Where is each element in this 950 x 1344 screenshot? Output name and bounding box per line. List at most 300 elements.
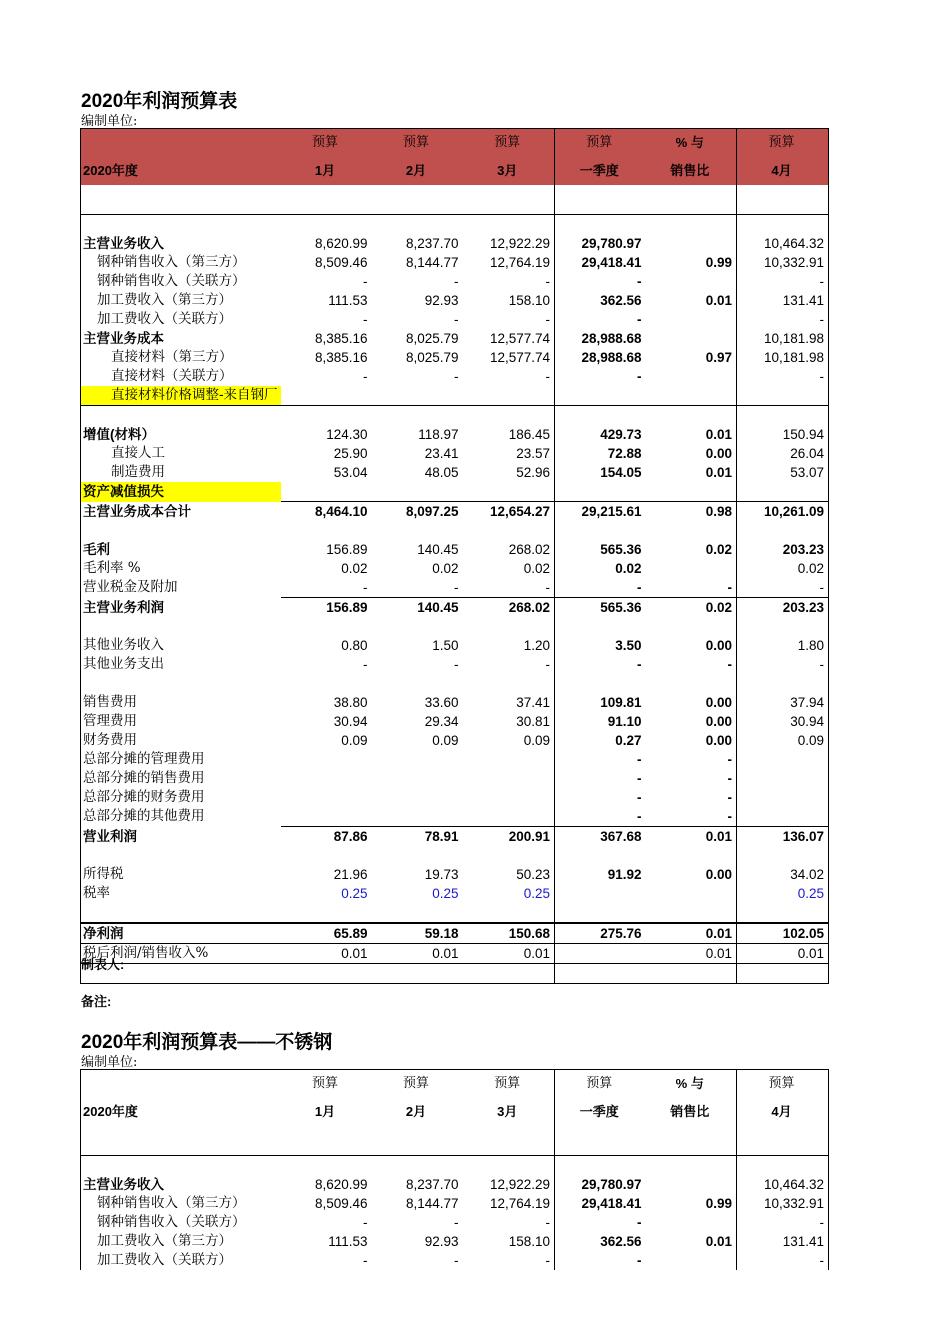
- table-row: [81, 425, 829, 444]
- header-col-5-bottom: 4月: [737, 1098, 829, 1126]
- header-col-1-bottom: 2月: [372, 157, 463, 185]
- row-value-col-6: 136.07: [737, 827, 829, 847]
- row-label: 主营业务成本: [81, 329, 281, 348]
- table-row: [81, 1232, 829, 1251]
- fiscal-year-label: 2020年度: [81, 157, 281, 185]
- row-label: 其他业务支出: [81, 655, 281, 674]
- row-value-col-1: 124.30: [326, 427, 368, 442]
- row-label: 主营业务收入: [81, 234, 281, 253]
- row-value-col-2: 8,025.79: [405, 331, 459, 346]
- row-value-col-3: 12,577.74: [489, 350, 550, 365]
- header-col-4-bottom: 销售比: [670, 1104, 710, 1119]
- row-value-col-1: 111.53: [328, 1234, 368, 1249]
- row-label: 钢种销售收入（第三方）: [81, 253, 281, 272]
- row-value-col-2: 92.93: [424, 293, 459, 308]
- header-row-1: [81, 129, 829, 158]
- row-value-col-1: 87.86: [281, 827, 372, 847]
- table-row: [81, 329, 829, 348]
- row-value-col-6: 131.41: [737, 1232, 829, 1251]
- header-row-2: [81, 1098, 829, 1126]
- row-value-col-6: -: [737, 272, 829, 291]
- row-value-col-5: [646, 482, 737, 502]
- row-value-col-3: 0.01: [463, 944, 555, 964]
- row-label: 直接材料（关联方）: [81, 367, 281, 386]
- row-value-col-3: -: [545, 369, 550, 384]
- row-value-col-4: -: [555, 1251, 646, 1270]
- row-value-col-3: -: [545, 312, 550, 327]
- row-value-col-6: 53.07: [737, 463, 829, 482]
- row-value-col-5: [646, 559, 737, 578]
- row-value-col-6: 10,332.91: [737, 1194, 829, 1213]
- page-title: 2020年利润预算表: [81, 91, 238, 112]
- row-label: 税率: [81, 884, 281, 903]
- row-value-col-3: 0.25: [523, 886, 550, 901]
- row-value-col-4: [555, 482, 646, 502]
- row-value-col-1: 0.25: [341, 886, 368, 901]
- row-value-col-3: -: [545, 580, 550, 595]
- row-value-col-1: -: [363, 274, 368, 289]
- row-value-col-4: [555, 944, 646, 964]
- row-value-col-3: 12,922.29: [489, 1177, 550, 1192]
- table-row: [81, 807, 829, 827]
- row-value-col-2: [372, 750, 463, 769]
- row-value-col-5: 0.00: [705, 867, 732, 882]
- row-value-col-2: 0.25: [432, 886, 459, 901]
- row-value-col-4: 109.81: [555, 693, 646, 712]
- table-row: [81, 693, 829, 712]
- profit-budget-table: [80, 128, 829, 984]
- row-value-col-3: 200.91: [463, 827, 555, 847]
- row-value-col-4: 29,215.61: [555, 502, 646, 522]
- row-label: 营业利润: [81, 827, 281, 847]
- row-value-col-4: 72.88: [555, 444, 646, 463]
- row-value-col-5: 0.01: [705, 293, 732, 308]
- header-spacer: [81, 1126, 829, 1156]
- row-value-col-4: 565.36: [555, 540, 646, 559]
- row-value-col-2: 0.09: [432, 733, 459, 748]
- row-value-col-1: 0.01: [281, 944, 372, 964]
- spacer-row: [81, 215, 829, 235]
- row-value-col-4: -: [555, 272, 646, 291]
- table-row: [81, 482, 829, 502]
- header-col-1-top: 预算: [372, 1070, 463, 1099]
- row-value-col-6: -: [737, 1213, 829, 1232]
- row-value-col-5: -: [727, 657, 732, 672]
- table-row: [81, 923, 829, 944]
- header-col-2-bottom: 3月: [497, 1104, 518, 1119]
- row-value-col-2: 23.41: [424, 446, 459, 461]
- row-label: 直接材料（第三方）: [81, 348, 281, 367]
- row-value-col-2: 78.91: [372, 827, 463, 847]
- row-value-col-3: 1.20: [523, 638, 550, 653]
- row-value-col-2: [372, 482, 463, 502]
- row-value-col-6: 10,261.09: [737, 502, 829, 522]
- row-value-col-2: [372, 769, 463, 788]
- row-value-col-5: 0.01: [705, 1234, 732, 1249]
- row-value-col-2: -: [454, 657, 459, 672]
- row-value-col-2: 8,097.25: [372, 502, 463, 522]
- row-value-col-4: 367.68: [555, 827, 646, 847]
- row-value-col-2: 59.18: [372, 923, 463, 944]
- row-value-col-5: [646, 1213, 737, 1232]
- row-label: 销售费用: [81, 693, 281, 712]
- table-row: [81, 291, 829, 310]
- header-row-1: [81, 1070, 829, 1099]
- row-value-col-3: 0.02: [523, 561, 550, 576]
- row-label: 毛利: [81, 540, 281, 559]
- row-label: 钢种销售收入（第三方）: [81, 1194, 281, 1213]
- header-blank: [81, 129, 281, 158]
- row-value-col-4: 0.02: [555, 559, 646, 578]
- table-row: [81, 750, 829, 769]
- row-value-col-2: -: [454, 1215, 459, 1230]
- row-value-col-5: [646, 367, 737, 386]
- row-value-col-6: [737, 750, 829, 769]
- row-value-col-4: 91.92: [555, 865, 646, 884]
- row-label: 总部分摊的管理费用: [81, 750, 281, 769]
- stainless-profit-budget-table: [80, 1069, 829, 1270]
- row-value-col-6: -: [737, 367, 829, 386]
- row-value-col-6: 37.94: [737, 693, 829, 712]
- row-value-col-3: 150.68: [463, 923, 555, 944]
- header-spacer: [81, 185, 829, 215]
- row-value-col-4: 29,780.97: [555, 1175, 646, 1194]
- table-row: [81, 253, 829, 272]
- header-col-0-top: 预算: [281, 1070, 372, 1099]
- spacer-row: [81, 846, 829, 865]
- row-value-col-2: 33.60: [424, 695, 459, 710]
- row-value-col-5: [646, 1175, 737, 1194]
- row-value-col-6: 10,181.98: [737, 348, 829, 367]
- row-value-col-6: 0.02: [737, 559, 829, 578]
- row-value-col-5: 0.00: [705, 695, 732, 710]
- row-value-col-2: [372, 386, 463, 406]
- row-value-col-3: 52.96: [516, 465, 550, 480]
- row-value-col-4: -: [555, 655, 646, 674]
- row-value-col-5: [646, 1251, 737, 1270]
- row-value-col-4: [555, 386, 646, 406]
- header-col-5-bottom: 4月: [737, 157, 829, 185]
- row-value-col-6: -: [737, 655, 829, 674]
- header-col-4-top: % 与: [646, 1070, 737, 1099]
- row-label: 直接人工: [81, 444, 281, 463]
- row-value-col-6: 10,332.91: [737, 253, 829, 272]
- row-value-col-2: 29.34: [424, 714, 459, 729]
- row-value-col-5: 0.99: [705, 255, 732, 270]
- table-row: [81, 234, 829, 253]
- table-row: [81, 1251, 829, 1270]
- row-value-col-5: 0.01: [646, 944, 737, 964]
- spacer-row: [81, 521, 829, 540]
- row-value-col-1: 8,385.16: [314, 350, 368, 365]
- table-row: [81, 502, 829, 522]
- row-value-col-6: 10,464.32: [737, 1175, 829, 1194]
- row-value-col-4: -: [555, 1213, 646, 1232]
- row-value-col-5: 0.00: [705, 714, 732, 729]
- row-value-col-1: 8,509.46: [314, 1196, 368, 1211]
- row-label: 总部分摊的销售费用: [81, 769, 281, 788]
- header-col-2-top: 预算: [463, 1070, 555, 1099]
- row-value-col-5: [646, 884, 737, 903]
- row-label: 总部分摊的财务费用: [81, 788, 281, 807]
- row-value-col-5: 0.99: [705, 1196, 732, 1211]
- row-value-col-3: 158.10: [508, 293, 550, 308]
- row-value-col-4: [555, 884, 646, 903]
- table-row: [81, 884, 829, 903]
- table-row: [81, 769, 829, 788]
- row-value-col-5: -: [727, 809, 732, 824]
- row-label: 营业税金及附加: [81, 578, 281, 598]
- row-value-col-6: -: [737, 1251, 829, 1270]
- row-label: 财务费用: [81, 731, 281, 750]
- row-value-col-1: 0.80: [341, 638, 368, 653]
- row-value-col-2: 19.73: [424, 867, 459, 882]
- header-col-5-top: 预算: [737, 1070, 829, 1099]
- row-label: 其他业务收入: [81, 636, 281, 655]
- row-value-col-3: 0.09: [523, 733, 550, 748]
- row-value-col-5: -: [727, 771, 732, 786]
- row-value-col-1: 156.89: [326, 542, 368, 557]
- header-blank: [81, 1070, 281, 1099]
- row-value-col-1: 53.04: [333, 465, 368, 480]
- header-col-3-top: 预算: [555, 1070, 646, 1099]
- table-row: [81, 463, 829, 482]
- row-value-col-2: [372, 807, 463, 827]
- table-row: [81, 540, 829, 559]
- row-value-col-1: 38.80: [333, 695, 368, 710]
- row-value-col-5: 0.00: [705, 446, 732, 461]
- header-row-2: [81, 157, 829, 185]
- row-value-col-6: 0.01: [737, 944, 829, 964]
- row-value-col-6: 203.23: [737, 540, 829, 559]
- header-col-1-top: 预算: [372, 129, 463, 158]
- row-label: 主营业务利润: [81, 598, 281, 618]
- header-col-1-bottom: 2月: [405, 1104, 427, 1119]
- table-row: [81, 788, 829, 807]
- row-value-col-6: [737, 482, 829, 502]
- row-value-col-4: -: [555, 310, 646, 329]
- row-value-col-1: [281, 386, 372, 406]
- row-value-col-6: [737, 807, 829, 827]
- row-value-col-5: [646, 310, 737, 329]
- row-label: 钢种销售收入（关联方）: [81, 272, 281, 291]
- row-value-col-2: 140.45: [417, 542, 459, 557]
- row-value-col-4: 362.56: [555, 291, 646, 310]
- table-row: [81, 386, 829, 406]
- row-value-col-4: 28,988.68: [555, 348, 646, 367]
- row-value-col-1: [281, 788, 372, 807]
- row-value-col-1: -: [363, 1253, 368, 1268]
- row-value-col-2: 118.97: [418, 427, 459, 442]
- row-value-col-3: 23.57: [516, 446, 550, 461]
- row-value-col-4: -: [555, 788, 646, 807]
- row-label: 增值(材料）: [81, 425, 281, 444]
- row-value-col-1: [281, 769, 372, 788]
- row-value-col-1: 25.90: [333, 446, 368, 461]
- row-label: 资产减值损失: [81, 482, 281, 502]
- row-value-col-4: -: [555, 769, 646, 788]
- row-value-col-4: 0.27: [555, 731, 646, 750]
- header-col-5-top: 预算: [737, 129, 829, 158]
- section2-title: 2020年利润预算表——不锈钢: [81, 1032, 333, 1053]
- row-value-col-1: 0.09: [341, 733, 368, 748]
- row-value-col-1: 8,620.99: [314, 1177, 368, 1192]
- spacer-row: [81, 964, 829, 984]
- row-value-col-6: [737, 788, 829, 807]
- row-value-col-2: 1.50: [432, 638, 459, 653]
- row-value-col-1: 65.89: [281, 923, 372, 944]
- row-label: 税后利润/销售收入%: [81, 944, 281, 964]
- row-label: 钢种销售收入（关联方）: [81, 1213, 281, 1232]
- row-value-col-5: 0.97: [705, 350, 732, 365]
- row-label: 加工费收入（关联方）: [81, 1251, 281, 1270]
- row-value-col-3: [463, 788, 555, 807]
- row-value-col-4: 29,418.41: [555, 1194, 646, 1213]
- row-value-col-2: 8,025.79: [405, 350, 459, 365]
- row-label: 总部分摊的其他费用: [81, 807, 281, 827]
- row-value-col-1: 111.53: [328, 293, 368, 308]
- row-value-col-3: 30.81: [516, 714, 550, 729]
- row-value-col-4: -: [555, 578, 646, 598]
- row-value-col-3: [463, 807, 555, 827]
- row-value-col-5: 0.02: [646, 598, 737, 618]
- row-value-col-4: -: [555, 367, 646, 386]
- row-value-col-3: 268.02: [508, 542, 550, 557]
- row-value-col-5: 0.01: [705, 427, 732, 442]
- section2-unit-label: 编制单位:: [81, 1055, 138, 1070]
- row-value-col-3: -: [545, 1253, 550, 1268]
- header-col-0-top: 预算: [281, 129, 372, 158]
- row-value-col-5: [646, 234, 737, 253]
- row-value-col-2: -: [454, 369, 459, 384]
- header-col-3-bottom: 一季度: [555, 1098, 646, 1126]
- row-value-col-2: -: [454, 274, 459, 289]
- row-value-col-6: 10,464.32: [737, 234, 829, 253]
- row-value-col-4: 29,780.97: [555, 234, 646, 253]
- row-value-col-3: 12,922.29: [489, 236, 550, 251]
- row-value-col-5: -: [727, 790, 732, 805]
- row-value-col-2: [372, 788, 463, 807]
- row-value-col-1: 8,464.10: [281, 502, 372, 522]
- row-value-col-1: 0.02: [341, 561, 368, 576]
- row-value-col-1: [281, 750, 372, 769]
- row-value-col-5: 0.02: [705, 542, 732, 557]
- row-value-col-5: [646, 329, 737, 348]
- table-row: [81, 827, 829, 847]
- row-value-col-6: 30.94: [737, 712, 829, 731]
- row-value-col-1: 156.89: [281, 598, 372, 618]
- row-label: 加工费收入（第三方）: [81, 1232, 281, 1251]
- row-value-col-4: 154.05: [555, 463, 646, 482]
- row-value-col-1: 30.94: [333, 714, 368, 729]
- row-value-col-2: -: [454, 1253, 459, 1268]
- row-value-col-5: [646, 272, 737, 291]
- row-value-col-2: 0.02: [432, 561, 459, 576]
- spacer-row: [81, 674, 829, 693]
- row-value-col-3: 12,764.19: [489, 1196, 550, 1211]
- row-value-col-3: 50.23: [516, 867, 550, 882]
- row-value-col-5: 0.01: [705, 465, 732, 480]
- row-value-col-1: 8,509.46: [314, 255, 368, 270]
- table-row: [81, 559, 829, 578]
- row-value-col-2: 8,237.70: [405, 1177, 459, 1192]
- row-label: 直接材料价格调整-来自钢厂: [81, 386, 281, 406]
- table-row: [81, 636, 829, 655]
- header-col-4-top: % 与: [646, 129, 737, 158]
- table-row: [81, 578, 829, 598]
- table-row: [81, 944, 829, 964]
- row-label: 加工费收入（关联方）: [81, 310, 281, 329]
- row-value-col-3: 12,577.74: [489, 331, 550, 346]
- row-value-col-3: [463, 750, 555, 769]
- row-value-col-1: 21.96: [333, 867, 368, 882]
- fiscal-year-label: 2020年度: [81, 1098, 281, 1126]
- spacer-row: [81, 1156, 829, 1176]
- table-row: [81, 348, 829, 367]
- row-value-col-2: -: [454, 312, 459, 327]
- table-row: [81, 1175, 829, 1194]
- maker-label: 制表人:: [81, 957, 125, 972]
- row-value-col-5: 0.98: [646, 502, 737, 522]
- row-value-col-3: [463, 386, 555, 406]
- row-label: 主营业务成本合计: [81, 502, 281, 522]
- table-row: [81, 310, 829, 329]
- row-value-col-6: 0.25: [737, 884, 829, 903]
- row-value-col-4: 91.10: [555, 712, 646, 731]
- row-label: 所得税: [81, 865, 281, 884]
- row-value-col-3: -: [545, 657, 550, 672]
- row-label: 净利润: [81, 923, 281, 944]
- row-value-col-4: 429.73: [555, 425, 646, 444]
- row-value-col-6: [737, 769, 829, 788]
- row-value-col-6: 26.04: [737, 444, 829, 463]
- row-value-col-4: 29,418.41: [555, 253, 646, 272]
- note-label: 备注:: [81, 994, 112, 1009]
- row-value-col-2: 92.93: [424, 1234, 459, 1249]
- header-col-2-bottom: 3月: [463, 157, 555, 185]
- row-value-col-3: [463, 482, 555, 502]
- row-value-col-2: -: [454, 580, 459, 595]
- row-value-col-3: 12,654.27: [463, 502, 555, 522]
- header-col-0-bottom: 1月: [314, 1104, 336, 1119]
- row-value-col-5: [646, 386, 737, 406]
- table-row: [81, 367, 829, 386]
- row-value-col-3: 158.10: [508, 1234, 550, 1249]
- row-value-col-1: [281, 482, 372, 502]
- row-value-col-3: 268.02: [463, 598, 555, 618]
- spacer-row: [81, 903, 829, 923]
- row-value-col-4: 275.76: [555, 923, 646, 944]
- table-row: [81, 865, 829, 884]
- row-value-col-2: 8,144.77: [405, 255, 459, 270]
- row-value-col-3: -: [545, 274, 550, 289]
- row-value-col-5: 0.01: [646, 827, 737, 847]
- row-value-col-1: 8,620.99: [314, 236, 368, 251]
- row-label: 主营业务收入: [81, 1175, 281, 1194]
- row-value-col-6: 203.23: [737, 598, 829, 618]
- row-value-col-2: 8,237.70: [405, 236, 459, 251]
- header-col-3-top: 预算: [555, 129, 646, 158]
- table-row: [81, 444, 829, 463]
- row-value-col-4: 565.36: [555, 598, 646, 618]
- row-value-col-1: [281, 807, 372, 827]
- table-row: [81, 712, 829, 731]
- spacer-row: [81, 617, 829, 636]
- row-value-col-4: -: [555, 750, 646, 769]
- table-row: [81, 1213, 829, 1232]
- row-value-col-1: -: [363, 369, 368, 384]
- row-value-col-3: 12,764.19: [489, 255, 550, 270]
